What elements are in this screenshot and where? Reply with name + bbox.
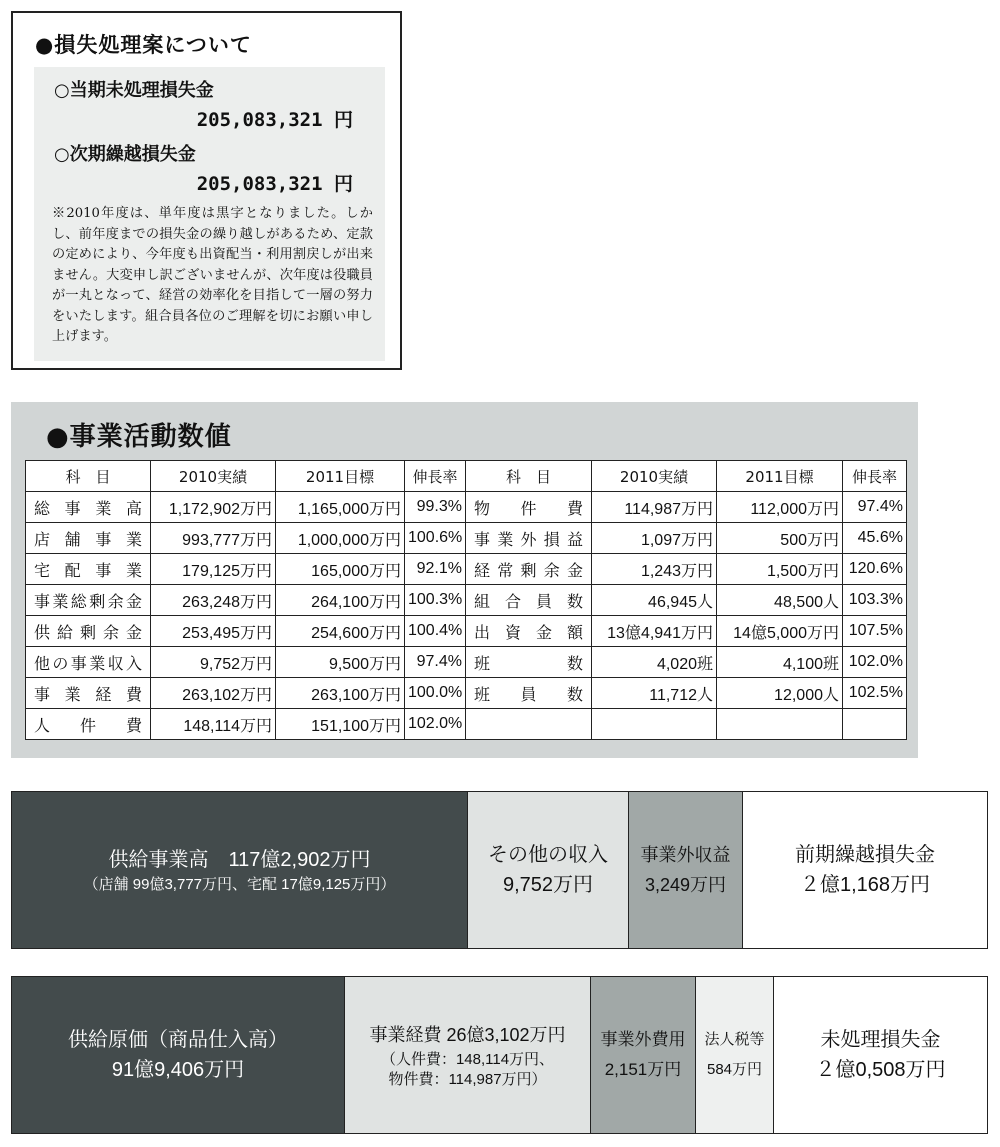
- income-flow-bar: [11, 791, 988, 949]
- non-operating-expense-segment: [591, 977, 696, 1133]
- prior-carryover-loss-label: 前期繰越損失金: [795, 844, 935, 866]
- value-cell: 500万円: [717, 523, 843, 554]
- item-cell: 事業外損益: [466, 523, 592, 554]
- value-cell: 263,248万円: [151, 585, 276, 616]
- prior-carryover-loss-value: ２億1,168万円: [799, 874, 931, 896]
- non-operating-expense-value: 2,151万円: [604, 1060, 682, 1079]
- table-header-row: [26, 461, 907, 492]
- other-income-value: 9,752万円: [502, 874, 594, 896]
- value-cell: [843, 709, 907, 740]
- table-row: [26, 585, 907, 616]
- loss-disposition-box: [11, 11, 402, 370]
- table-row: [26, 647, 907, 678]
- value-cell: 99.3%: [405, 492, 466, 523]
- item-cell: 班数: [466, 647, 592, 678]
- next-carryover-loss-amount: 205,083,321 円: [196, 173, 353, 195]
- value-cell: 97.4%: [843, 492, 907, 523]
- loss-disposition-panel: [34, 67, 385, 361]
- supply-sales-label: 供給事業高 117億2,902万円: [108, 849, 371, 871]
- value-cell: 148,114万円: [151, 709, 276, 740]
- value-cell: 263,100万円: [276, 678, 405, 709]
- item-cell: 店舗事業: [26, 523, 151, 554]
- value-cell: 102.0%: [843, 647, 907, 678]
- value-cell: 11,712人: [592, 678, 717, 709]
- value-cell: 151,100万円: [276, 709, 405, 740]
- operating-expense-detail-2: 物件費：114,987万円）: [388, 1071, 547, 1088]
- item-cell: 物件費: [466, 492, 592, 523]
- business-activity-table: [25, 460, 907, 740]
- header-cell: 伸長率: [405, 461, 466, 492]
- value-cell: 1,172,902万円: [151, 492, 276, 523]
- business-activity-body: [26, 492, 907, 740]
- value-cell: 4,020班: [592, 647, 717, 678]
- value-cell: 102.0%: [405, 709, 466, 740]
- value-cell: 100.6%: [405, 523, 466, 554]
- value-cell: 100.4%: [405, 616, 466, 647]
- item-cell: 宅配事業: [26, 554, 151, 585]
- corporate-tax-segment: [696, 977, 774, 1133]
- cost-of-goods-value: 91億9,406万円: [111, 1059, 245, 1081]
- item-cell: 総事業高: [26, 492, 151, 523]
- table-row: [26, 492, 907, 523]
- loss-note: ※2010年度は、単年度は黒字となりました。しかし、前年度までの損失金の繰り越しがあるため、定款の定めにより、今年度も出資配当・利用割戻しが出来ません。大変申し訳ございませんが、次年度は役職員が一丸となって、経営の効率化を目指して一層の努力をいたします。組合員各位のご理解を切にお願い申し上げます。: [52, 206, 373, 344]
- value-cell: 102.5%: [843, 678, 907, 709]
- cost-of-goods-label: 供給原価（商品仕入高）: [68, 1029, 288, 1051]
- other-income-label: その他の収入: [488, 844, 608, 866]
- table-row: [26, 523, 907, 554]
- header-cell: 2011目標: [717, 461, 843, 492]
- value-cell: 112,000万円: [717, 492, 843, 523]
- table-row: [26, 678, 907, 709]
- value-cell: 9,752万円: [151, 647, 276, 678]
- non-operating-income-label: 事業外収益: [640, 845, 731, 865]
- unprocessed-loss-segment: [774, 977, 987, 1133]
- value-cell: 264,100万円: [276, 585, 405, 616]
- header-cell: 伸長率: [843, 461, 907, 492]
- item-cell: 事業総剰余金: [26, 585, 151, 616]
- value-cell: 100.0%: [405, 678, 466, 709]
- operating-expense-detail-1: （人件費：148,114万円、: [380, 1051, 555, 1068]
- value-cell: 46,945人: [592, 585, 717, 616]
- value-cell: 4,100班: [717, 647, 843, 678]
- item-cell: [466, 709, 592, 740]
- header-cell: 2010実績: [151, 461, 276, 492]
- header-cell: 2010実績: [592, 461, 717, 492]
- business-activity-title: ●事業活動数値: [46, 422, 232, 452]
- table-row: [26, 709, 907, 740]
- non-operating-income-segment: [629, 792, 743, 948]
- header-cell: 科 目: [26, 461, 151, 492]
- operating-expense-segment: [345, 977, 591, 1133]
- value-cell: 13億4,941万円: [592, 616, 717, 647]
- value-cell: 12,000人: [717, 678, 843, 709]
- header-cell: 科 目: [466, 461, 592, 492]
- cost-flow-bar: [11, 976, 988, 1134]
- item-cell: 経常剰余金: [466, 554, 592, 585]
- value-cell: 103.3%: [843, 585, 907, 616]
- header-cell: 2011目標: [276, 461, 405, 492]
- value-cell: 165,000万円: [276, 554, 405, 585]
- business-activity-panel: [11, 402, 918, 758]
- value-cell: 97.4%: [405, 647, 466, 678]
- supply-sales-segment: [12, 792, 468, 948]
- non-operating-income-value: 3,249万円: [644, 875, 727, 895]
- value-cell: 1,000,000万円: [276, 523, 405, 554]
- next-carryover-loss-label: ○次期繰越損失金: [54, 144, 196, 165]
- item-cell: 組合員数: [466, 585, 592, 616]
- unprocessed-loss-value: ２億0,508万円: [815, 1059, 946, 1081]
- other-income-segment: [468, 792, 629, 948]
- non-operating-expense-label: 事業外費用: [600, 1030, 686, 1049]
- item-cell: 人件費: [26, 709, 151, 740]
- current-unprocessed-loss-amount: 205,083,321 円: [196, 109, 353, 131]
- current-unprocessed-loss-label: ○当期未処理損失金: [54, 80, 214, 101]
- item-cell: 班員数: [466, 678, 592, 709]
- value-cell: 92.1%: [405, 554, 466, 585]
- prior-carryover-loss-segment: [743, 792, 987, 948]
- unprocessed-loss-label: 未処理損失金: [820, 1029, 941, 1051]
- item-cell: 供給剰余金: [26, 616, 151, 647]
- corporate-tax-value: 584万円: [706, 1061, 763, 1078]
- value-cell: [592, 709, 717, 740]
- value-cell: 45.6%: [843, 523, 907, 554]
- value-cell: 100.3%: [405, 585, 466, 616]
- operating-expense-label: 事業経費 26億3,102万円: [369, 1025, 566, 1045]
- item-cell: 事業経費: [26, 678, 151, 709]
- supply-sales-detail: （店舗 99億3,777万円、宅配 17億9,125万円）: [83, 876, 396, 893]
- value-cell: 1,500万円: [717, 554, 843, 585]
- corporate-tax-label: 法人税等: [704, 1031, 765, 1048]
- value-cell: 14億5,000万円: [717, 616, 843, 647]
- value-cell: 263,102万円: [151, 678, 276, 709]
- table-row: [26, 616, 907, 647]
- value-cell: 107.5%: [843, 616, 907, 647]
- value-cell: 1,243万円: [592, 554, 717, 585]
- value-cell: 48,500人: [717, 585, 843, 616]
- value-cell: 114,987万円: [592, 492, 717, 523]
- value-cell: 120.6%: [843, 554, 907, 585]
- value-cell: 179,125万円: [151, 554, 276, 585]
- value-cell: 1,097万円: [592, 523, 717, 554]
- value-cell: 993,777万円: [151, 523, 276, 554]
- value-cell: [717, 709, 843, 740]
- value-cell: 253,495万円: [151, 616, 276, 647]
- item-cell: 出資金額: [466, 616, 592, 647]
- table-row: [26, 554, 907, 585]
- value-cell: 254,600万円: [276, 616, 405, 647]
- loss-disposition-title: ●損失処理案について: [35, 33, 252, 57]
- item-cell: 他の事業収入: [26, 647, 151, 678]
- value-cell: 9,500万円: [276, 647, 405, 678]
- value-cell: 1,165,000万円: [276, 492, 405, 523]
- cost-of-goods-segment: [12, 977, 345, 1133]
